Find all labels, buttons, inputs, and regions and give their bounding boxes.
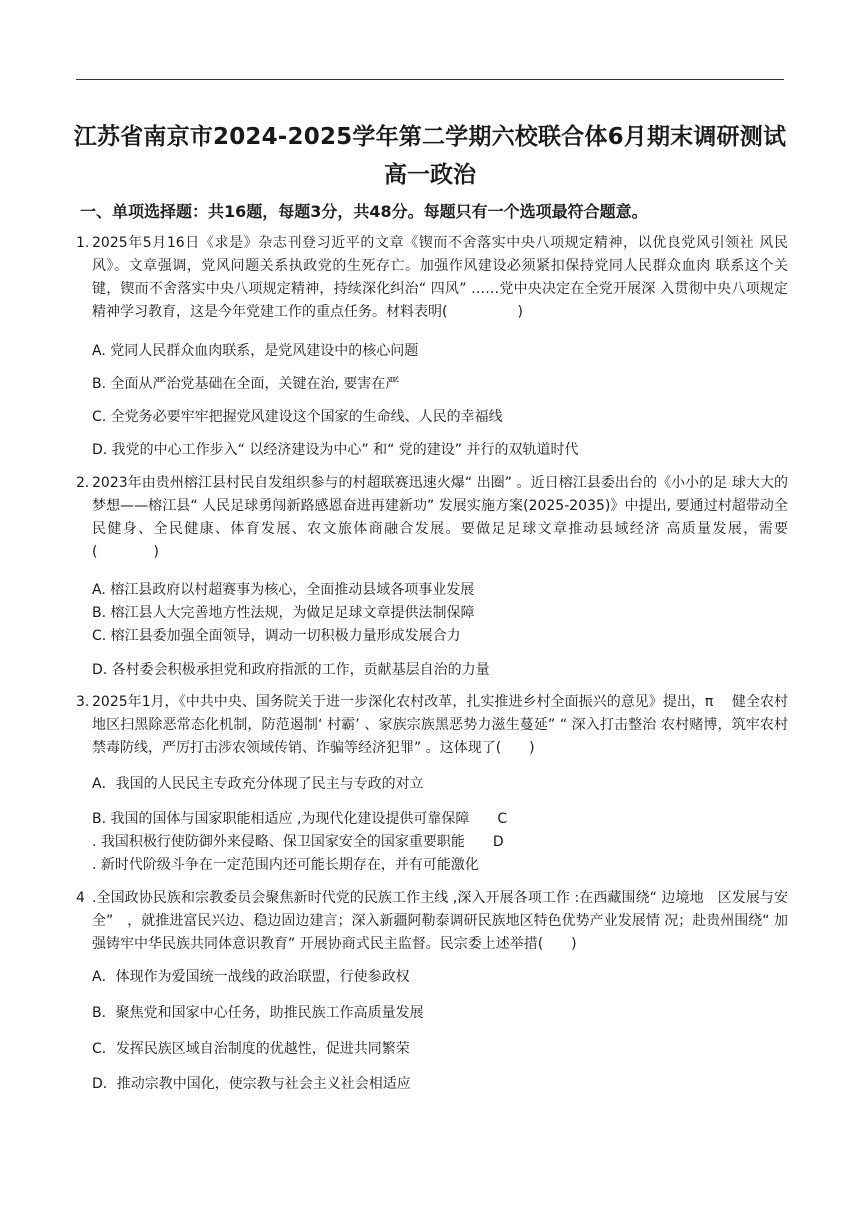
question-1-option-a: A. 党同人民群众血肉联系，是党风建设中的核心问题 [92,343,419,359]
question-4-option-d: D．推动宗教中国化，使宗教与社会主义社会相适应 [92,1076,411,1092]
question-2-option-b: B. 榕江县人大完善地方性法规，为做足足球文章提供法制保障 [92,605,475,621]
question-3-option-b: B. 我国的国体与国家职能相适应 ,为现代化建设提供可靠保障 C [92,811,508,827]
section-heading: 一、单项选择题：共16题，每题3分，共48分。每题只有一个选项最符合题意。 [80,202,648,221]
header-rule [76,79,784,80]
question-4-option-b: B．聚焦党和国家中心任务，助推民族工作高质量发展 [92,1005,424,1021]
question-1-option-b: B. 全面从严治党基础在全面，关键在治, 要害在严 [92,376,400,392]
question-number: 1. [76,235,90,251]
question-number: 3. [76,694,90,710]
question-1-option-c: C. 全党务必要牢牢把握党风建设这个国家的生命线、人民的幸福线 [92,409,503,425]
question-text: 2023年由贵州榕江县村民自发组织参与的村超联赛迅速火爆“ 出圈” 。近日榕江县委出台的《小小的足 球大大的梦想——榕江县“ 人民足球勇闯新路感恩奋进再建新功” 发展实施方案(2025-2035)》中提出, 要通过村超带动全民健身、全民健康、体育发展、农文旅体商融合发展。要做足足球文章推动县域经济 高质量发展，需要( ) [92,475,788,560]
question-4-stem [76,887,788,956]
question-3-option-c: . 我国积极行使防御外来侵略、保卫国家安全的国家重要职能 D [92,834,504,850]
question-2-option-a: A. 榕江县政府以村超赛事为核心，全面推动县域各项事业发展 [92,582,475,598]
question-text: .全国政协民族和宗教委员会聚焦新时代党的民族工作主线 ,深入开展各项工作 :在西藏围绕“ 边境地 区发展与安全” ，就推进富民兴边、稳边固边建言；深入新疆阿勒泰调研民族地区特色优势产业发展情 况；赴贵州围绕“ 加强铸牢中华民族共同体意识教育” 开展协商式民主监督。民宗委上述举措( ) [92,890,788,952]
question-text: 2025年1月，《中共中央、国务院关于进一步深化农村改革，扎实推进乡村全面振兴的意见》提出，π 健全农村地区扫黑除恶常态化机制，防范遏制‘ 村霸’ 、家族宗族黑恶势力滋生蔓延” “ 深入打击整治 农村赌博，筑牢农村禁毒防线，严厉打击涉农领域传销、诈骗等经济犯罪” 。这体现了( ) [92,694,788,756]
question-2-option-d: D. 各村委会积极承担党和政府指派的工作，贡献基层自治的力量 [92,662,490,678]
question-2-stem [76,472,788,564]
document-subtitle: 高一政治 [384,162,476,188]
question-number: 4 [76,890,85,906]
question-1-stem [76,232,788,324]
document-title: 江苏省南京市2024-2025学年第二学期六校联合体6月期末调研测试 [73,124,787,150]
question-3-option-d: . 新时代阶级斗争在一定范围内还可能长期存在，并有可能激化 [92,857,479,873]
question-1-option-d: D. 我党的中心工作步入“ 以经济建设为中心” 和“ 党的建设” 并行的双轨道时代 [92,442,579,458]
question-3-option-a: A．我国的人民民主专政充分体现了民主与专政的对立 [92,776,424,792]
question-3-stem [76,691,788,760]
question-4-option-a: A．体现作为爱国统一战线的政治联盟，行使参政权 [92,969,410,985]
question-2-option-c: C. 榕江县委加强全面领导，调动一切积极力量形成发展合力 [92,628,461,644]
question-number: 2. [76,475,90,491]
question-text: 2025年5月16日《求是》杂志刊登习近平的文章《锲而不舍落实中央八项规定精神，以优良党风引领社 风民风》。文章强调，党风问题关系执政党的生死存亡。加强作风建设必须紧扣保持党同人民群众血肉 联系这个关键，锲而不舍落实中央八项规定精神，持续深化纠治“ 四风” ……党中央决定在全党开展深 入贯彻中央八项规定精神学习教育，这是今年党建工作的重点任务。材料表明( ) [92,235,788,320]
question-4-option-c: C．发挥民族区域自治制度的优越性，促进共同繁荣 [92,1041,410,1057]
